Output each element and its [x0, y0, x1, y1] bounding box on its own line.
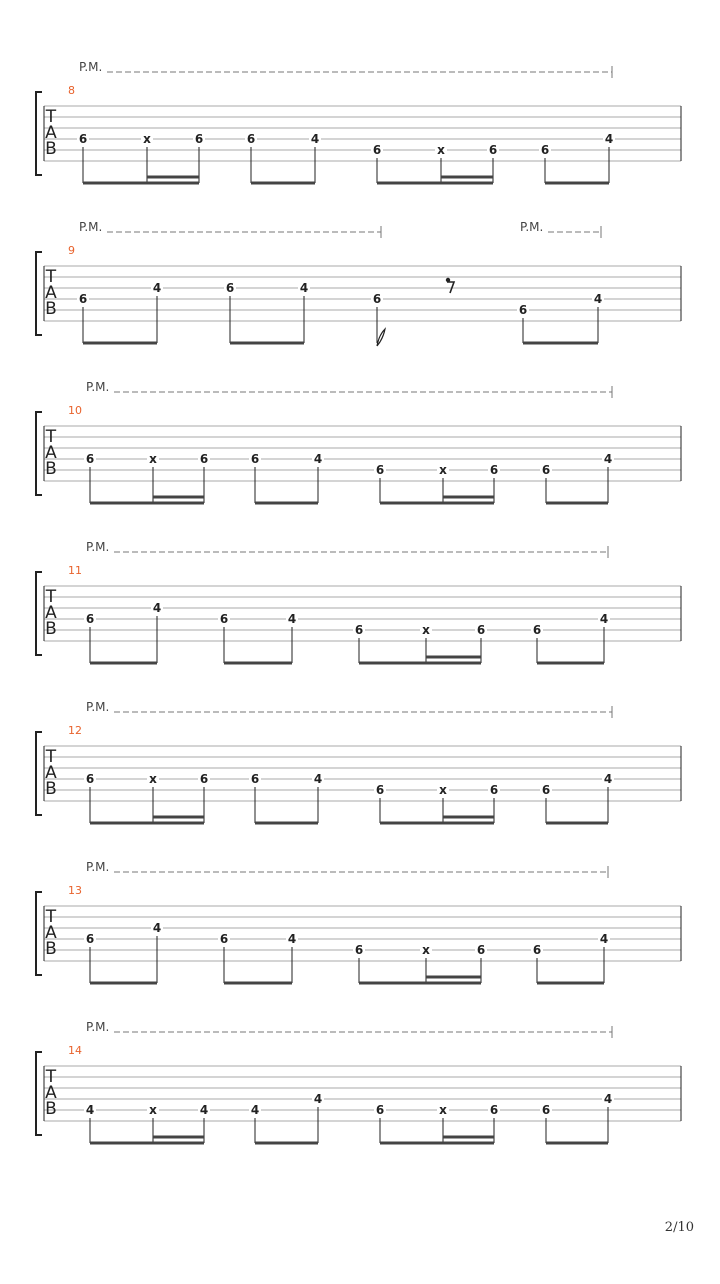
- tab-clef-letter: T: [45, 267, 57, 287]
- fret-number: 6: [78, 292, 88, 306]
- fret-number: 6: [246, 132, 256, 146]
- measure-number: 13: [68, 884, 82, 897]
- tab-clef-letter: B: [45, 299, 57, 319]
- fret-number: 4: [152, 281, 162, 295]
- fret-number: 6: [250, 772, 260, 786]
- fret-number: 4: [299, 281, 309, 295]
- system-bracket: [36, 1052, 42, 1135]
- fret-number: 6: [85, 932, 95, 946]
- measure-number: 9: [68, 244, 75, 257]
- fret-number: 6: [194, 132, 204, 146]
- fret-number: 6: [489, 1103, 499, 1117]
- fret-number: 4: [603, 772, 613, 786]
- dead-note: x: [149, 1103, 157, 1117]
- fret-number: 6: [375, 783, 385, 797]
- page-number: 2/10: [664, 1220, 694, 1235]
- measure-number: 14: [68, 1044, 82, 1057]
- fret-number: 6: [372, 292, 382, 306]
- system-bracket: [36, 892, 42, 975]
- dead-note: x: [439, 783, 447, 797]
- fret-number: 6: [225, 281, 235, 295]
- system-bracket: [36, 92, 42, 175]
- fret-number: 4: [152, 921, 162, 935]
- tab-clef-letter: T: [45, 427, 57, 447]
- palm-mute-label: P.M.: [79, 220, 103, 234]
- fret-number: 6: [476, 943, 486, 957]
- dead-note: x: [439, 463, 447, 477]
- measure-number: 10: [68, 404, 82, 417]
- palm-mute-label: P.M.: [520, 220, 544, 234]
- fret-number: 4: [599, 612, 609, 626]
- tab-clef-letter: B: [45, 139, 57, 159]
- fret-number: 6: [250, 452, 260, 466]
- fret-number: 4: [603, 452, 613, 466]
- fret-number: 4: [152, 601, 162, 615]
- fret-number: 4: [287, 932, 297, 946]
- tab-clef-letter: T: [45, 907, 57, 927]
- fret-number: 6: [219, 612, 229, 626]
- fret-number: 6: [375, 1103, 385, 1117]
- tab-clef-letter: A: [45, 1083, 57, 1103]
- tab-clef-letter: T: [45, 1067, 57, 1087]
- fret-number: 6: [85, 452, 95, 466]
- fret-number: 6: [541, 463, 551, 477]
- fret-number: 4: [313, 452, 323, 466]
- fret-number: 4: [310, 132, 320, 146]
- fret-number: 6: [199, 452, 209, 466]
- tab-clef-letter: B: [45, 939, 57, 959]
- palm-mute-label: P.M.: [86, 380, 110, 394]
- eighth-flag: [377, 329, 385, 346]
- palm-mute-label: P.M.: [86, 860, 110, 874]
- tab-clef-letter: T: [45, 747, 57, 767]
- palm-mute-label: P.M.: [86, 700, 110, 714]
- dead-note: x: [422, 943, 430, 957]
- dead-note: x: [149, 772, 157, 786]
- tab-clef-letter: B: [45, 459, 57, 479]
- fret-number: 6: [354, 943, 364, 957]
- fret-number: 4: [250, 1103, 260, 1117]
- fret-number: 4: [85, 1103, 95, 1117]
- tab-clef-letter: A: [45, 923, 57, 943]
- palm-mute-label: P.M.: [79, 60, 103, 74]
- tab-clef-letter: A: [45, 123, 57, 143]
- fret-number: 4: [603, 1092, 613, 1106]
- fret-number: 6: [85, 772, 95, 786]
- tab-clef-letter: B: [45, 1099, 57, 1119]
- tab-clef-letter: A: [45, 443, 57, 463]
- measure-number: 12: [68, 724, 82, 737]
- fret-number: 4: [199, 1103, 209, 1117]
- fret-number: 6: [532, 943, 542, 957]
- fret-number: 6: [199, 772, 209, 786]
- fret-number: 6: [541, 783, 551, 797]
- tab-clef-letter: T: [45, 587, 57, 607]
- tab-clef-letter: A: [45, 603, 57, 623]
- fret-number: 6: [219, 932, 229, 946]
- tab-clef-letter: B: [45, 779, 57, 799]
- fret-number: 6: [372, 143, 382, 157]
- system-bracket: [36, 412, 42, 495]
- fret-number: 4: [313, 1092, 323, 1106]
- fret-number: 6: [78, 132, 88, 146]
- fret-number: 6: [85, 612, 95, 626]
- fret-number: 4: [287, 612, 297, 626]
- measure-number: 11: [68, 564, 82, 577]
- dead-note: x: [439, 1103, 447, 1117]
- fret-number: 6: [354, 623, 364, 637]
- fret-number: 4: [599, 932, 609, 946]
- tab-clef-letter: B: [45, 619, 57, 639]
- dead-note: x: [422, 623, 430, 637]
- tab-clef-letter: A: [45, 763, 57, 783]
- fret-number: 6: [476, 623, 486, 637]
- fret-number: 6: [489, 783, 499, 797]
- fret-number: 4: [593, 292, 603, 306]
- palm-mute-label: P.M.: [86, 1020, 110, 1034]
- dead-note: x: [143, 132, 151, 146]
- fret-number: 6: [489, 463, 499, 477]
- fret-number: 4: [313, 772, 323, 786]
- fret-number: 6: [375, 463, 385, 477]
- system-bracket: [36, 252, 42, 335]
- dead-note: x: [149, 452, 157, 466]
- system-bracket: [36, 732, 42, 815]
- measure-number: 8: [68, 84, 75, 97]
- system-bracket: [36, 572, 42, 655]
- palm-mute-label: P.M.: [86, 540, 110, 554]
- fret-number: 6: [488, 143, 498, 157]
- dead-note: x: [437, 143, 445, 157]
- fret-number: 6: [518, 303, 528, 317]
- fret-number: 6: [532, 623, 542, 637]
- fret-number: 6: [541, 1103, 551, 1117]
- tab-clef-letter: T: [45, 107, 57, 127]
- fret-number: 6: [540, 143, 550, 157]
- fret-number: 4: [604, 132, 614, 146]
- tab-clef-letter: A: [45, 283, 57, 303]
